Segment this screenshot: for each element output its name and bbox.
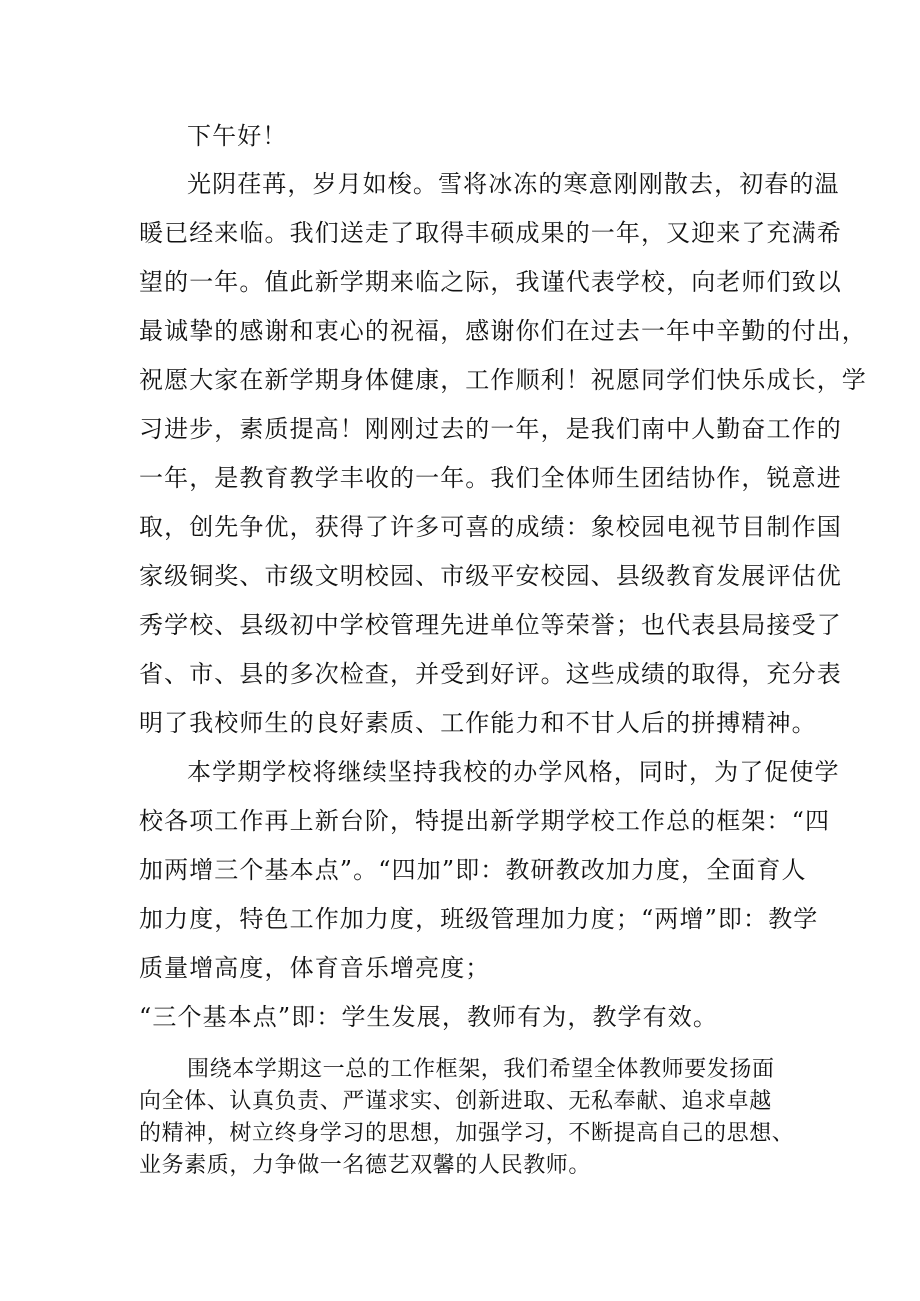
paragraph-line: 家级铜奖、市级文明校园、市级平安校园、县级教育发展评估优: [139, 562, 842, 590]
paragraph-line: 向全体、认真负责、严谨求实、创新进取、无私奉献、追求卓越: [139, 1089, 772, 1114]
paragraph-line: 秀学校、县级初中学校管理先进单位等荣誉；也代表县局接受了: [139, 611, 842, 639]
paragraph-line: 业务素质，力争做一名德艺双馨的人民教师。: [139, 1153, 592, 1178]
paragraph-line: 加力度，特色工作加力度，班级管理加力度；“两增”即：教学: [139, 905, 819, 933]
paragraph-line: 最诚挚的感谢和衷心的祝福，感谢你们在过去一年中辛勤的付出，: [139, 317, 867, 345]
paragraph-line: 的精神，树立终身学习的思想，加强学习，不断提高自己的思想、: [139, 1121, 795, 1146]
paragraph-line: 明了我校师生的良好素质、工作能力和不甘人后的拼搏精神。: [139, 709, 817, 737]
paragraph-line: 祝愿大家在新学期身体健康，工作顺利！祝愿同学们快乐成长，学: [139, 366, 867, 394]
paragraph-line: 取，创先争优，获得了许多可喜的成绩：象校园电视节目制作国: [139, 513, 842, 541]
paragraph-line: 校各项工作再上新台阶，特提出新学期学校工作总的框架：“四: [139, 807, 831, 835]
paragraph-line: 本学期学校将继续坚持我校的办学风格，同时，为了促使学: [187, 758, 840, 786]
paragraph-line: 光阴荏苒，岁月如梭。雪将冰冻的寒意刚刚散去，初春的温: [187, 170, 840, 198]
paragraph-line: 省、市、县的多次检查，并受到好评。这些成绩的取得，充分表: [139, 660, 842, 688]
paragraph-line: 质量增高度，体育音乐增亮度；: [139, 954, 491, 982]
paragraph-line: “三个基本点”即：学生发展，教师有为，教学有效。: [139, 1003, 718, 1031]
paragraph-line: 一年，是教育教学丰收的一年。我们全体师生团结协作，锐意进: [139, 464, 842, 492]
paragraph-line: 望的一年。值此新学期来临之际，我谨代表学校，向老师们致以: [139, 268, 842, 296]
paragraph-line: 暖已经来临。我们送走了取得丰硕成果的一年，又迎来了充满希: [139, 219, 842, 247]
paragraph-line: 围绕本学期这一总的工作框架，我们希望全体教师要发扬面: [187, 1057, 775, 1082]
greeting: 下午好！: [187, 122, 288, 150]
paragraph-line: 加两增三个基本点”。“四加”即：教研教改加力度，全面育人: [139, 856, 807, 884]
paragraph-line: 习进步，素质提高！刚刚过去的一年，是我们南中人勤奋工作的: [139, 415, 842, 443]
